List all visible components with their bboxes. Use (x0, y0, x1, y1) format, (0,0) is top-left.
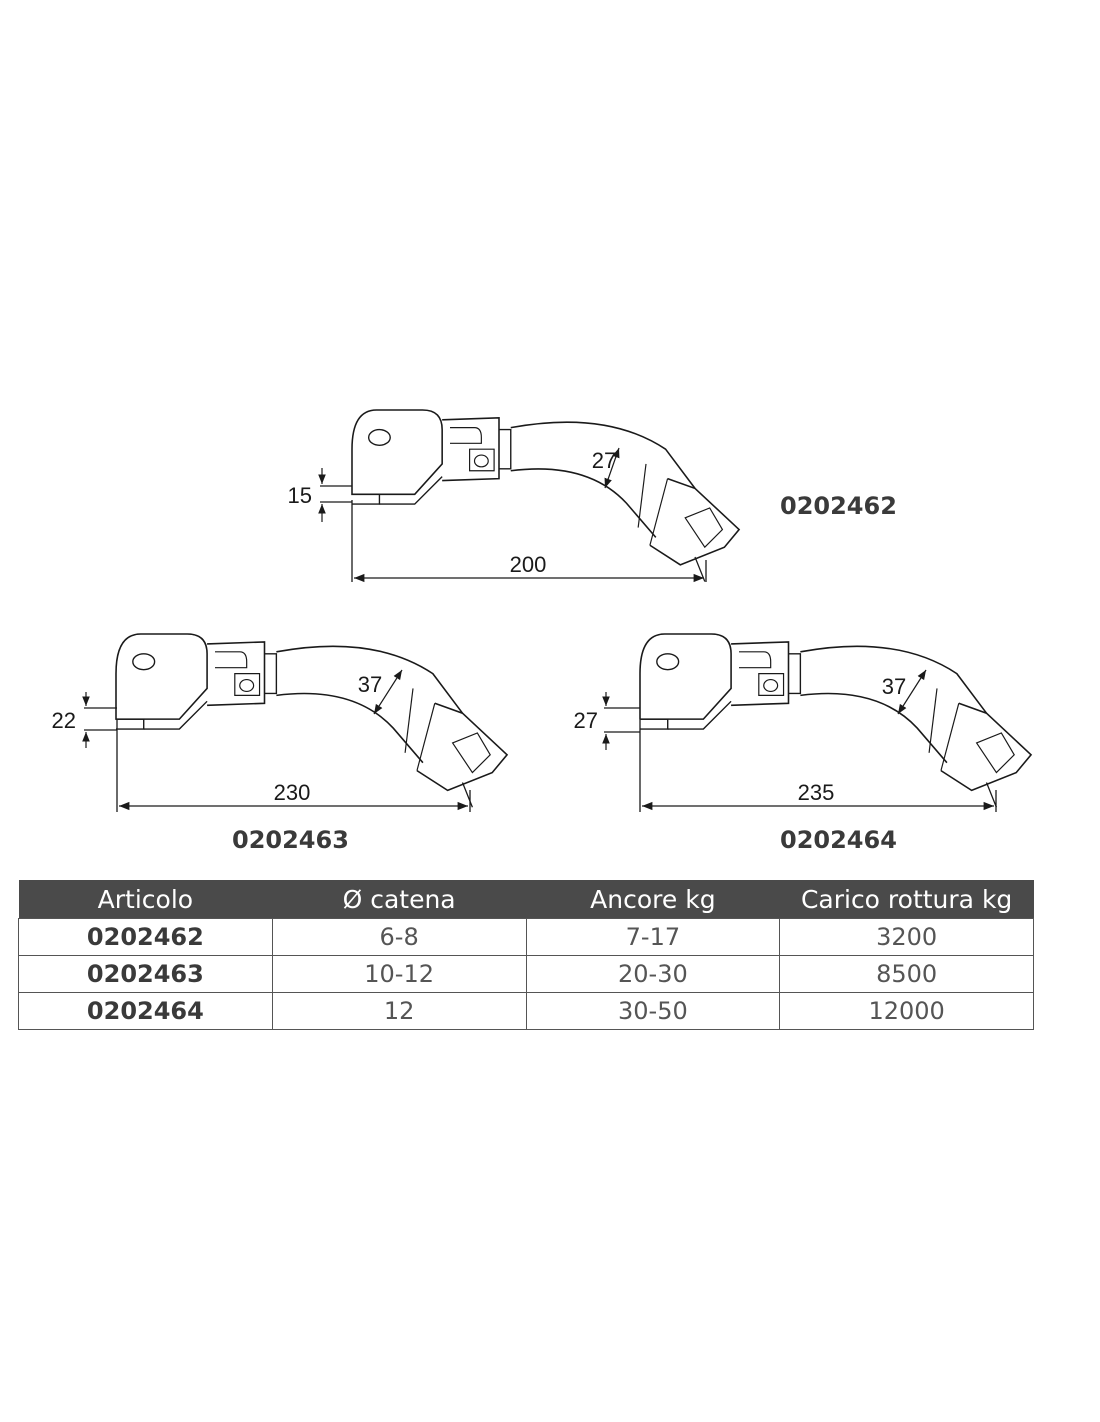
drawing-code-0202464: 0202464 (780, 826, 897, 854)
table-row (19, 993, 1034, 1030)
header-catena: Ø catena (272, 880, 526, 919)
chain-dim-label: 37 (881, 674, 907, 699)
roller-drawing-0202463 (52, 634, 508, 812)
height-dim-label: 22 (51, 708, 76, 733)
header-carico: Carico rottura kg (780, 880, 1034, 919)
table-header-row (19, 880, 1034, 919)
length-dim-label: 230 (273, 780, 311, 805)
cell-ancore: 7-17 (526, 919, 780, 956)
header-articolo: Articolo (19, 880, 273, 919)
cell-ancore: 30-50 (526, 993, 780, 1030)
length-dim-label: 200 (509, 552, 547, 577)
cell-articolo: 0202463 (19, 956, 273, 993)
header-ancore: Ancore kg (526, 880, 780, 919)
table-row (19, 919, 1034, 956)
cell-carico: 12000 (780, 993, 1034, 1030)
table-row (19, 956, 1034, 993)
cell-catena: 10-12 (272, 956, 526, 993)
height-dim-label: 15 (287, 483, 312, 508)
chain-dim-label: 27 (591, 448, 617, 473)
length-dim-label: 235 (797, 780, 835, 805)
cell-carico: 3200 (780, 919, 1034, 956)
specification-table (18, 880, 1034, 1030)
cell-carico: 8500 (780, 956, 1034, 993)
roller-drawing-0202464 (574, 634, 1032, 812)
chain-dim-label: 37 (357, 672, 383, 697)
cell-articolo: 0202464 (19, 993, 273, 1030)
cell-catena: 6-8 (272, 919, 526, 956)
cell-ancore: 20-30 (526, 956, 780, 993)
drawing-code-0202463: 0202463 (232, 826, 349, 854)
roller-drawing-0202462 (288, 410, 740, 582)
cell-articolo: 0202462 (19, 919, 273, 956)
cell-catena: 12 (272, 993, 526, 1030)
drawing-code-0202462: 0202462 (780, 492, 897, 520)
height-dim-label: 27 (573, 708, 598, 733)
